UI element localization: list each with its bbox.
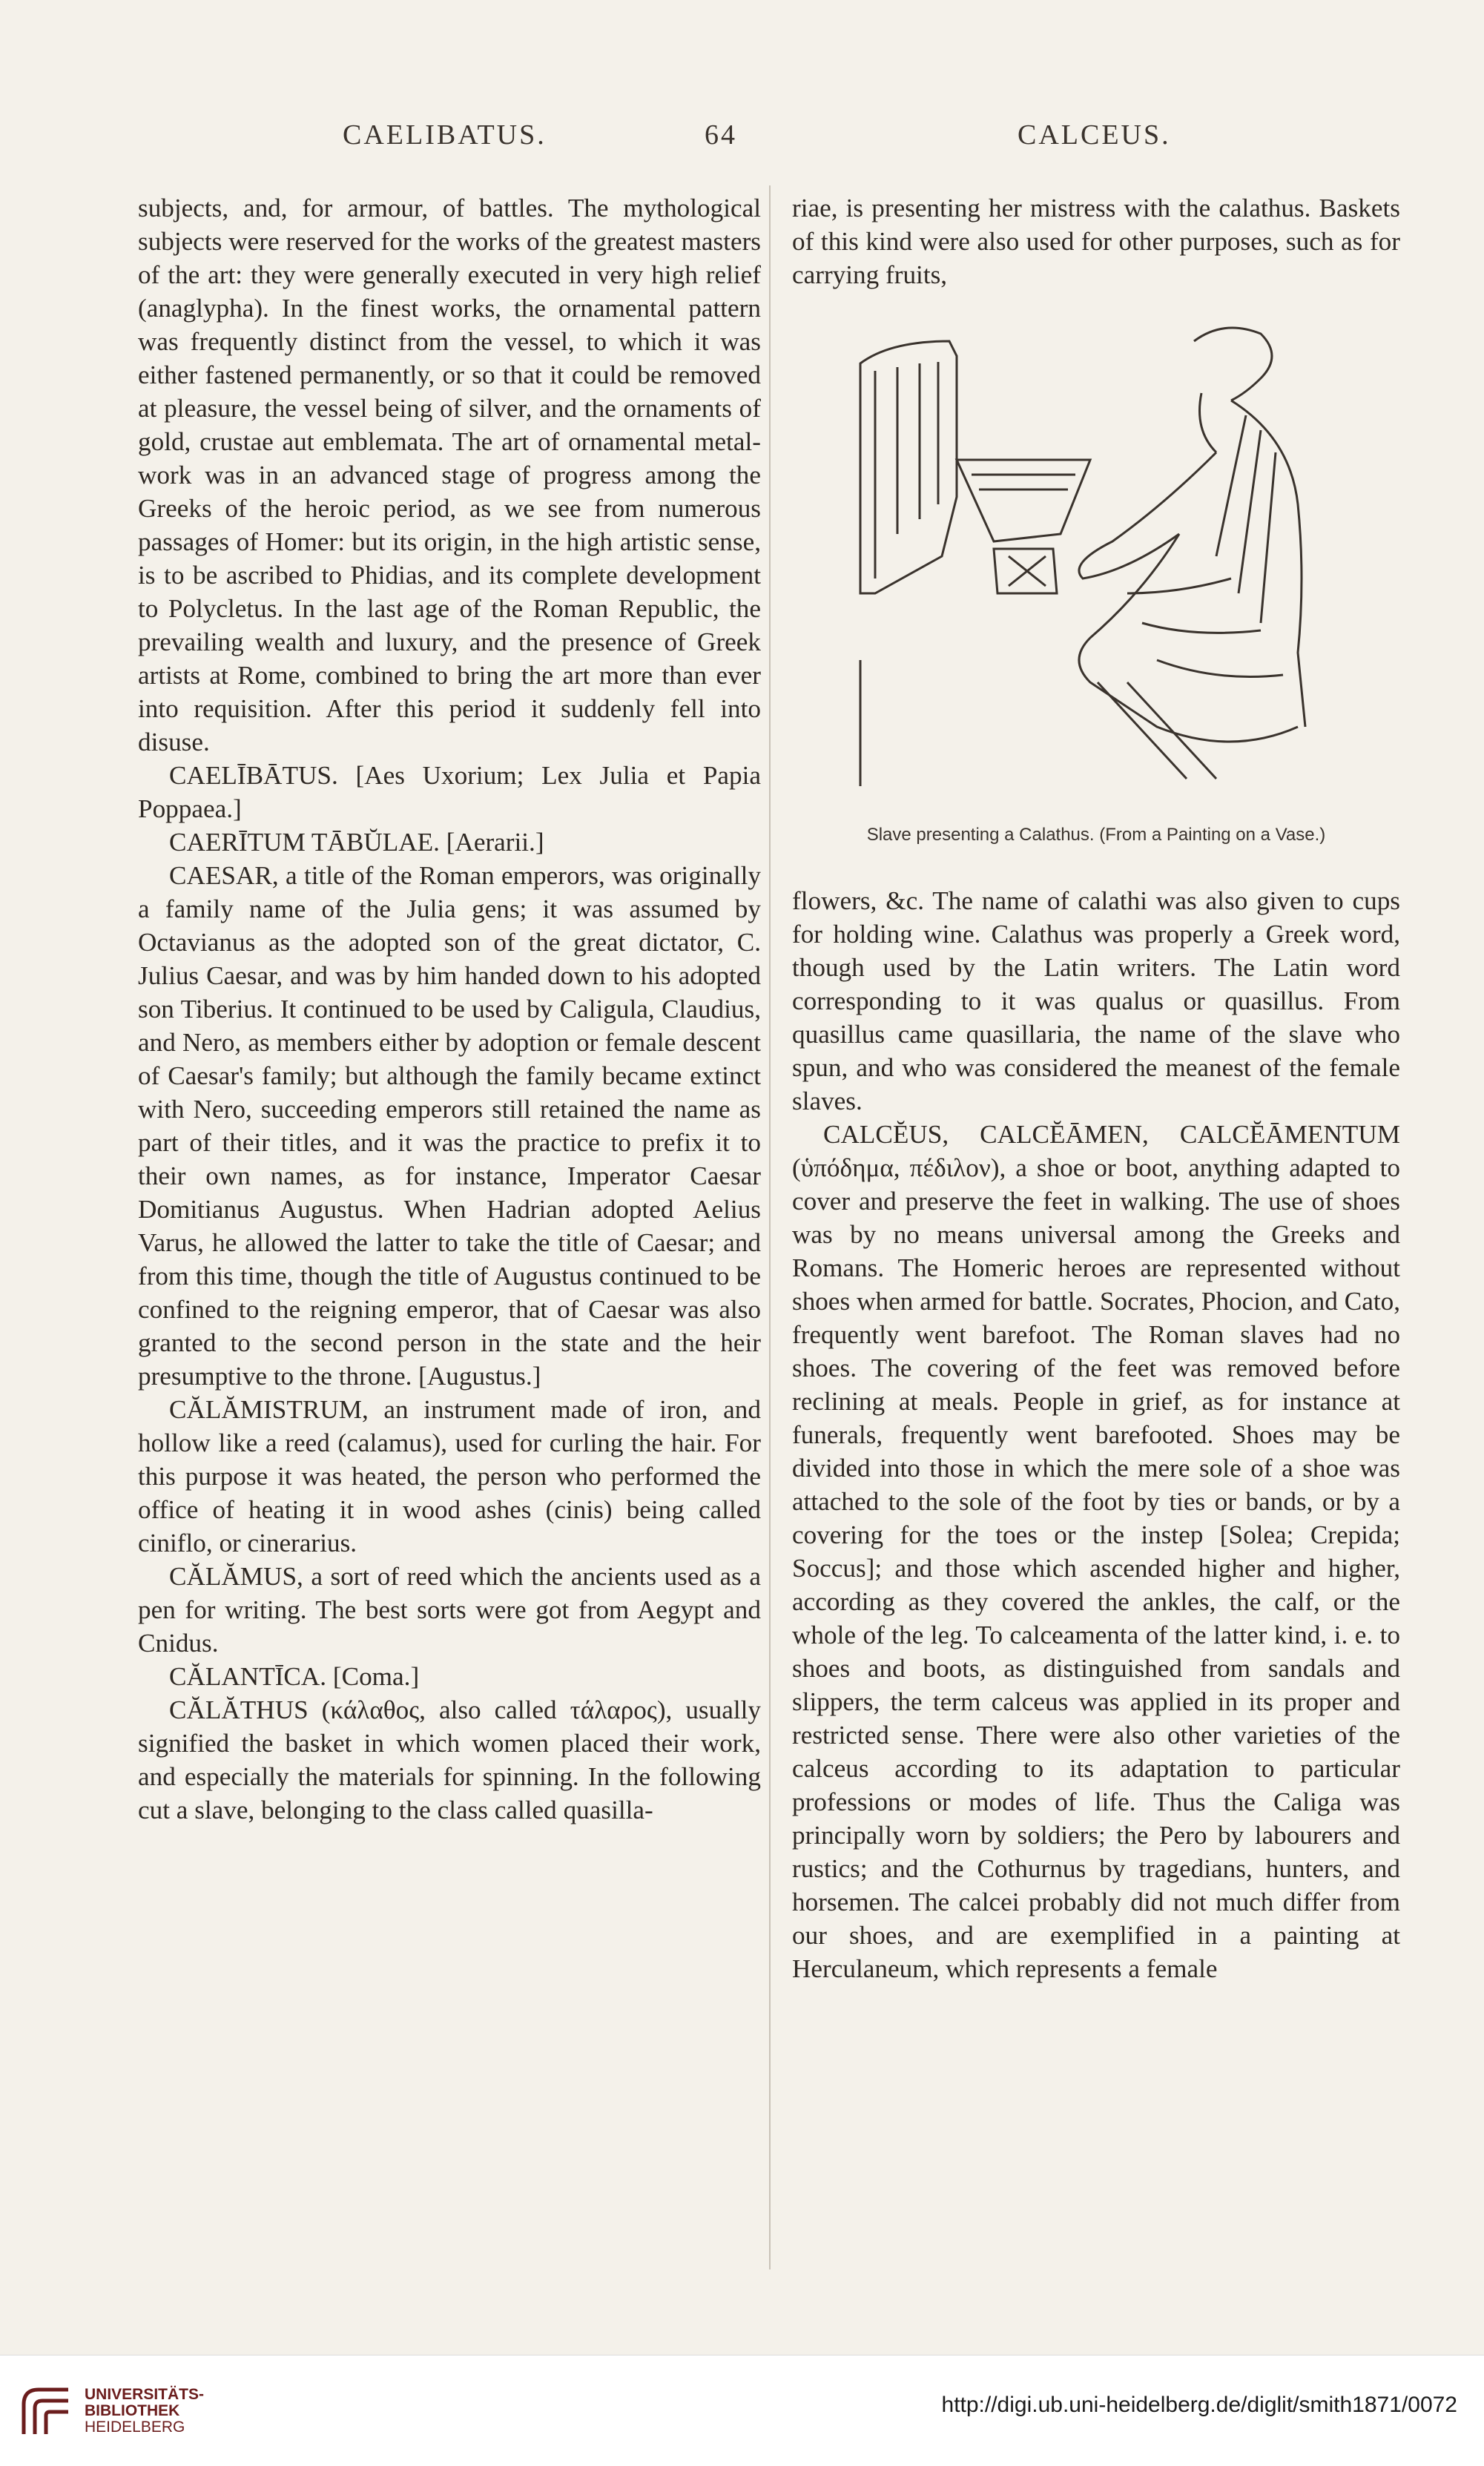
paragraph: riae, is presenting her mistress with the calathus. Baskets of this kind were also used for other purposes, such as for carrying fruits, <box>792 194 1400 289</box>
left-column <box>138 191 761 1827</box>
entry-caeritum-tabulae: CAERĪTUM TĀBŬLAE. [Aerarii.] <box>169 828 544 857</box>
library-logo-icon <box>16 2382 76 2442</box>
right-column-bottom <box>792 884 1400 1985</box>
paragraph: subjects, and, for armour, of battles. The mythological subjects were reserved for the works of the greatest masters of the art: they were generally executed in very high relief (anaglypha). In the finest works, the ornamental pattern was frequently distinct from the vessel, to which it was either fastened permanently, or so that it could be removed at pleasure, the vessel being of silver, and the ornaments of gold, crustae aut emblemata. The art of ornamental metal-work was in an advanced stage of progress among the Greeks of the heroic period, as we see from numerous passages of Homer: but its origin, in the high artistic sense, is to be ascribed to Phidias, and its complete development to Polycletus. In the last age of the Roman Republic, the prevailing wealth and luxury, and the presence of Greek artists at Rome, combined to bring the art more than ever into requisition. After this period it suddenly fell into disuse. <box>138 194 761 756</box>
figure-caption: Slave presenting a Calathus. (From a Painting on a Vase.) <box>866 825 1326 845</box>
header-right: CALCEUS. <box>1018 119 1171 151</box>
running-header <box>0 119 1484 163</box>
entry-calathus: CĂLĂTHUS (κάλαθος, also called τάλαρος), usually signified the basket in which women placed their work, and especially the materials for spinning. In the following cut a slave, belonging to the class called quasilla- <box>138 1695 761 1824</box>
page-number: 64 <box>705 119 737 151</box>
entry-caesar: CAESAR, a title of the Roman emperors, was originally a family name of the Julia gens; it was assumed by Octavianus as the adopted son of the great dictator, C. Julius Caesar, and was by him handed down to his adopted son Tiberius. It continued to be used by Caligula, Claudius, and Nero, as members either by adoption or female descent of Caesar's family; but although the family became extinct with Nero, succeeding emperors still retained the name as part of their titles, and it was the practice to prefix it to their own names, as for instance, Imperator Caesar Domitianus Augustus. When Hadrian adopted Aelius Varus, he allowed the latter to take the title of Caesar; and from this time, though the title of Augustus continued to be confined to the reigning emperor, that of Caesar was also granted to the second person in the state and the heir presumptive to the throne. [Augustus.] <box>138 861 761 1391</box>
calathus-illustration <box>845 311 1357 794</box>
entry-calceus: CALCĔUS, CALCĔĀMEN, CALCĔĀMENTUM (ὑπόδημα, πέδιλον), a shoe or boot, anything adapted to cover and preserve the feet in walking. The use of shoes was by no means universal among the Greeks and Romans. The Homeric heroes are represented without shoes when armed for battle. Socrates, Phocion, and Cato, frequently went barefoot. The Roman slaves had no shoes. The covering of the feet was removed before reclining at meals. People in grief, as for instance at funerals, frequently went barefooted. Shoes may be divided into those in which the mere sole of a shoe was attached to the sole of the foot by ties or bands, or by a covering for the toes or the instep [Solea; Crepida; Soccus]; and those which ascended higher and higher, according as they covered the ankles, the calf, or the whole of the leg. To calceamenta of the latter kind, i. e. to shoes and boots, as distinguished from sandals and slippers, the term calceus was applied in its proper and restricted sense. There were also other varieties of the calceus according to its adaptation to particular professions or modes of life. Thus the Caliga was principally worn by soldiers; the Pero by labourers and rustics; and the Cothurnus by tragedians, hunters, and horsemen. The calcei probably did not much differ from our shoes, and are exemplified in a painting at Herculaneum, which represents a female <box>792 1120 1400 1983</box>
source-url-link[interactable]: http://digi.ub.uni-heidelberg.de/diglit/smith1871/0072 <box>941 2393 1457 2417</box>
header-left: CAELIBATUS. <box>343 119 547 151</box>
right-column-top <box>792 191 1400 291</box>
entry-calamistrum: CĂLĂMISTRUM, an instrument made of iron, and hollow like a reed (calamus), used for curling the hair. For this purpose it was heated, the person who performed the office of heating it in wood ashes (cinis) being called ciniflo, or cinerarius. <box>138 1395 761 1557</box>
library-name: UNIVERSITÄTS- BIBLIOTHEK HEIDELBERG <box>85 2386 205 2436</box>
digitization-footer <box>0 2355 1484 2466</box>
entry-calantica: CĂLANTĪCA. [Coma.] <box>169 1662 420 1691</box>
column-divider <box>769 185 771 2269</box>
entry-caelibatus: CAELĪBĀTUS. [Aes Uxorium; Lex Julia et Papia Poppaea.] <box>138 761 761 823</box>
paragraph: flowers, &c. The name of calathi was also given to cups for holding wine. Calathus was properly a Greek word, though used by the Latin writers. The Latin word corresponding to it was qualus or quasillus. From quasillus came quasillaria, the name of the slave who spun, and who was considered the meanest of the female slaves. <box>792 886 1400 1115</box>
entry-calamus: CĂLĂMUS, a sort of reed which the ancients used as a pen for writing. The best sorts were got from Aegypt and Cnidus. <box>138 1562 761 1658</box>
